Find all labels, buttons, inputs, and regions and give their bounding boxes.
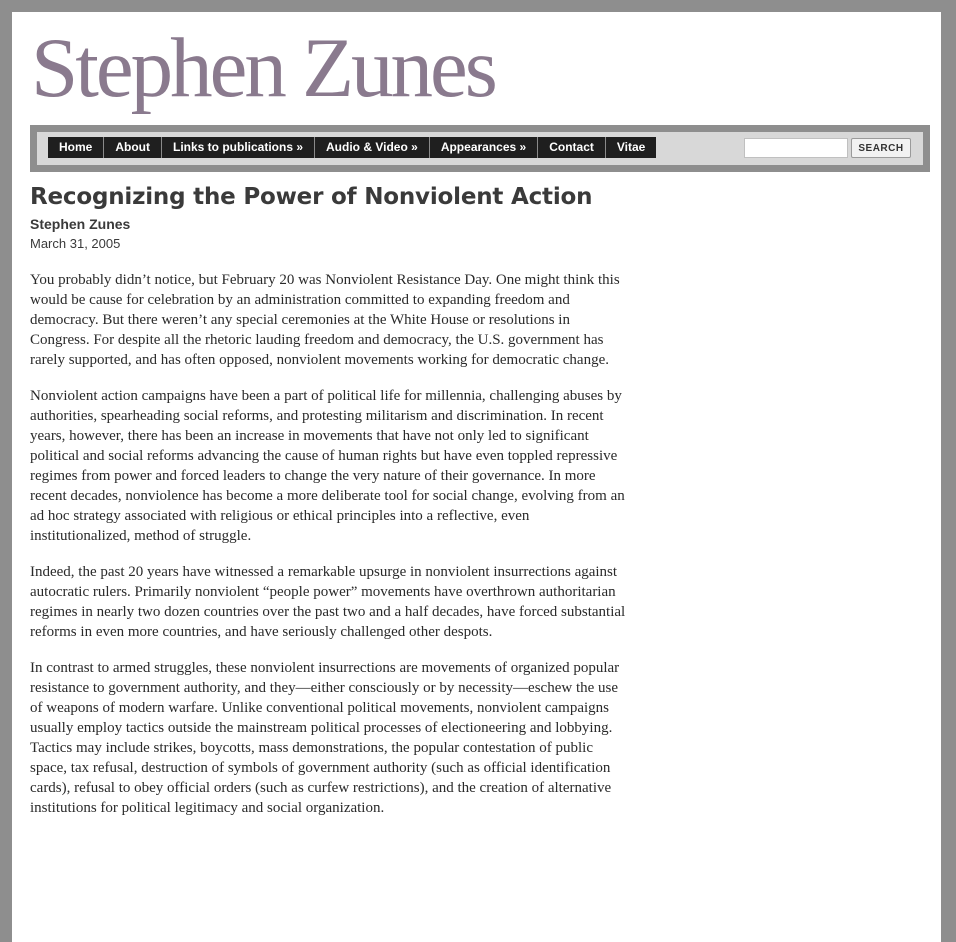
- site-title[interactable]: Stephen Zunes: [31, 21, 495, 115]
- article-paragraph: You probably didn’t notice, but February 20 was Nonviolent Resistance Day. One might think this would be cause for celebration by an administration committed to expanding freedom and democracy. But there weren’t any special ceremonies at the White House or resolutions in Congress. For despite all the rhetoric lauding freedom and democracy, the U.S. government has rarely supported, and has often opposed, nonviolent movements working for democratic change.: [30, 272, 620, 368]
- search-input[interactable]: [744, 138, 848, 158]
- navigation-bar: [30, 125, 930, 172]
- nav-item-vitae[interactable]: Vitae: [616, 140, 646, 154]
- nav-menu: [48, 137, 656, 158]
- article-author: Stephen Zunes: [30, 216, 131, 232]
- nav-item-contact[interactable]: Contact: [538, 137, 606, 158]
- nav-item-home[interactable]: Home: [48, 137, 104, 158]
- nav-item-audio-video[interactable]: Audio & Video »: [315, 137, 430, 158]
- article-paragraph: In contrast to armed struggles, these nonviolent insurrections are movements of organized popular resistance to government authority, and they—either consciously or by necessity—eschew the use of weapons of modern warfare. Unlike conventional political movements, nonviolent campaigns usually employ tactics outside the mainstream political processes of electioneering and lobbying. Tactics may include strikes, boycotts, mass demonstrations, the popular contestation of public space, tax refusal, destruction of symbols of government authority (such as official identification cards), refusal to obey official orders (such as curfew restrictions), and the creation of alternative institutions for political legitimacy and social organization.: [30, 660, 620, 816]
- nav-item-about[interactable]: About: [104, 137, 162, 158]
- article: [30, 180, 630, 834]
- article-paragraph: Nonviolent action campaigns have been a part of political life for millennia, challenging abuses by authorities, spearheading social reforms, and protesting militarism and discrimination. In recent years, however, there has been an increase in movements that have not only led to significant political and social reforms advancing the cause of human rights but have even toppled repressive regimes from power and forced leaders to change the very nature of their governance. In more recent decades, nonviolence has become a more deliberate tool for social change, evolving from an ad hoc strategy associated with religious or ethical principles into a reflective, even institutionalized, method of struggle.: [30, 388, 625, 544]
- page-container: [12, 12, 941, 942]
- navigation-inner: [37, 132, 923, 165]
- article-body: [30, 270, 630, 818]
- article-title: Recognizing the Power of Nonviolent Action: [30, 184, 593, 210]
- article-date: March 31, 2005: [30, 236, 121, 251]
- nav-item-appearances[interactable]: Appearances »: [430, 137, 538, 158]
- nav-item-links-to-publications[interactable]: Links to publications »: [162, 137, 315, 158]
- article-paragraph: Indeed, the past 20 years have witnessed a remarkable upsurge in nonviolent insurrections against autocratic rulers. Primarily nonviolent “people power” movements have overthrown authoritarian regimes in nearly two dozen countries over the past two and a half decades, have forced substantial reforms in even more countries, and have seriously challenged other despots.: [30, 564, 626, 640]
- search-button[interactable]: SEARCH: [851, 138, 911, 158]
